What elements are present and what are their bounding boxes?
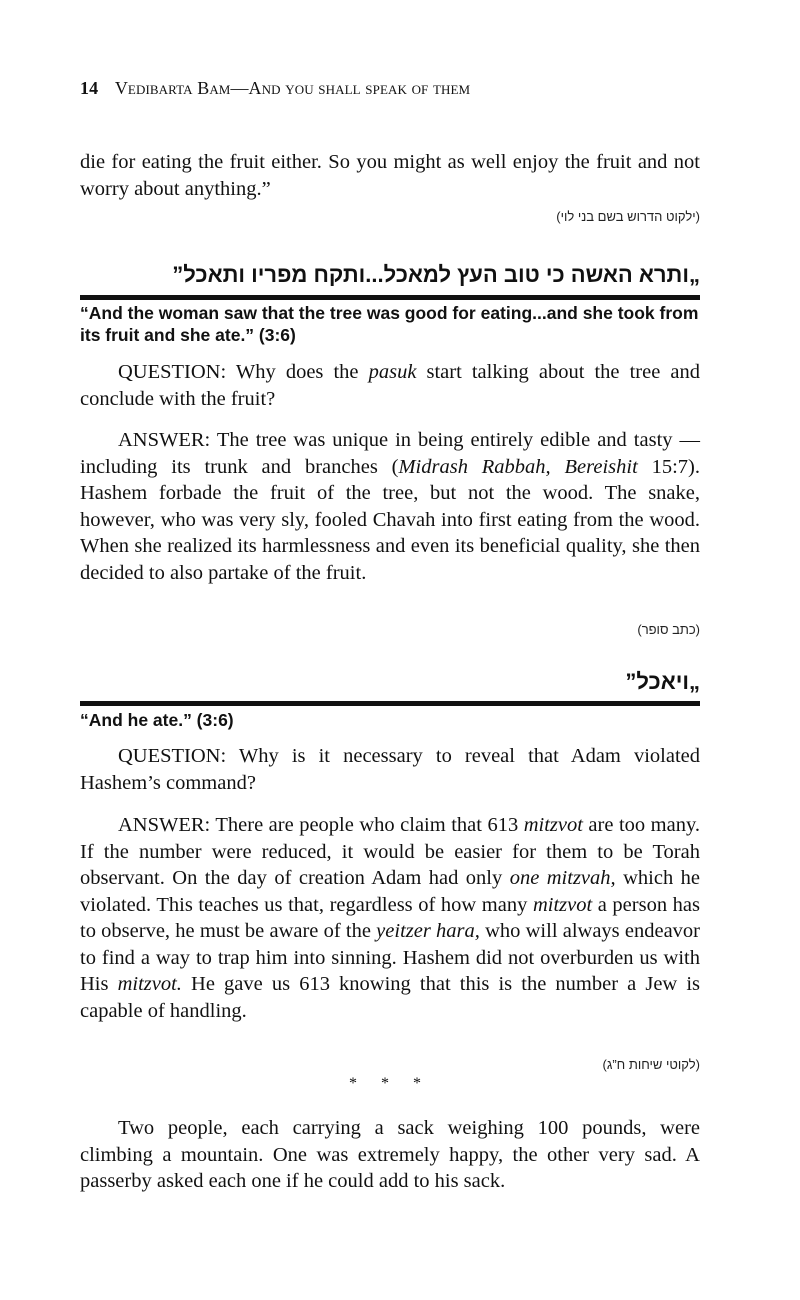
answer-text: a person has to observe, he must be aware of the bbox=[80, 893, 700, 942]
section1-hebrew-row bbox=[80, 262, 700, 288]
question-label: QUESTION: bbox=[118, 361, 227, 383]
section2-english-row bbox=[80, 709, 700, 731]
section2-source-row bbox=[80, 1057, 700, 1072]
question-text: start talking about the tree and conclude with the fruit? bbox=[80, 361, 701, 410]
section2-question-block bbox=[80, 743, 700, 796]
answer-italic: mitzvot bbox=[523, 814, 583, 836]
section1-answer bbox=[80, 427, 700, 586]
answer-text: which he violated. This teaches us that, regardless of how many bbox=[80, 867, 701, 916]
running-head bbox=[80, 78, 470, 99]
section-separator: * * * bbox=[349, 1075, 431, 1092]
answer-text: are too many. If the number were reduced, it would be easier for them to be Torah observant. On the day of creation Adam had only bbox=[80, 814, 700, 889]
section1-answer-block bbox=[80, 427, 700, 586]
answer-text: 15:7). Hashem forbade the fruit of the tree, but not the wood. The snake, however, who was very sly, fooled Chavah into first eating from the wood. When she realized its harmlessness and even its beneficial quality, she then decided to also partake of the fruit. bbox=[80, 455, 700, 584]
intro-source-row bbox=[80, 209, 700, 224]
section2-source: (לקוטי שיחות ח”ג) bbox=[602, 1057, 700, 1072]
question-italic: pasuk bbox=[368, 361, 417, 383]
answer-label: ANSWER: bbox=[118, 814, 211, 836]
answer-text: who will always endeavor to find a way to trap him into sinning. Hashem did not overburden us with His bbox=[80, 920, 700, 995]
section1-source-row bbox=[80, 622, 700, 637]
answer-italic: yeitzer hara, bbox=[376, 920, 480, 942]
section2-answer bbox=[80, 812, 700, 1024]
intro-paragraph: die for eating the fruit either. So you might as well enjoy the fruit and not worry about anything.” bbox=[80, 151, 700, 200]
story-block bbox=[80, 1115, 700, 1195]
section2-answer-block bbox=[80, 812, 700, 1024]
question-text: Why is it necessary to reveal that Adam violated Hashem’s command? bbox=[80, 745, 700, 794]
section1-english-heading: “And the woman saw that the tree was good for eating...and she took from its fruit and she ate.” (3:6) bbox=[80, 303, 699, 345]
answer-italic: one mitzvah, bbox=[509, 867, 616, 889]
question-label: QUESTION: bbox=[118, 745, 227, 767]
page-number: 14 bbox=[80, 78, 99, 98]
section2-english-heading: “And he ate.” (3:6) bbox=[80, 710, 234, 730]
answer-italic: mitzvot. bbox=[117, 973, 182, 995]
section1-source: (כתב סופר) bbox=[637, 622, 700, 637]
running-title: Vedibarta Bam—And you shall speak of them bbox=[114, 78, 471, 98]
section2-hebrew-heading: „ויאכל” bbox=[625, 669, 700, 694]
section1-english-row bbox=[80, 302, 700, 346]
section1-rule bbox=[80, 295, 700, 300]
section2-hebrew-row bbox=[80, 669, 700, 695]
section1-question-block bbox=[80, 359, 700, 412]
section1-question bbox=[80, 359, 700, 412]
section2-question bbox=[80, 743, 700, 796]
answer-italic: mitzvot bbox=[532, 893, 593, 916]
answer-text: He gave us 613 knowing that this is the number a Jew is capable of handling. bbox=[80, 973, 700, 1022]
story-paragraph: Two people, each carrying a sack weighing 100 pounds, were climbing a mountain. One was extremely happy, the other very sad. A passerby asked each one if he could add to his sack. bbox=[80, 1117, 700, 1192]
answer-text: The tree was unique in being entirely edible and tasty — including its trunk and branches ( bbox=[80, 429, 700, 478]
section1-hebrew-heading: „ותרא האשה כי טוב העץ למאכל...ותקח מפריו ותאכל” bbox=[172, 262, 700, 287]
answer-label: ANSWER: bbox=[118, 429, 211, 451]
intro-block bbox=[80, 149, 700, 202]
answer-text: There are people who claim that 613 bbox=[210, 814, 524, 836]
section2-rule bbox=[80, 701, 700, 706]
intro-source: (ילקוט הדרוש בשם בני לוי) bbox=[556, 209, 700, 224]
question-text: Why does the bbox=[226, 361, 369, 383]
answer-italic: Midrash Rabbah, Bereishit bbox=[398, 455, 638, 478]
